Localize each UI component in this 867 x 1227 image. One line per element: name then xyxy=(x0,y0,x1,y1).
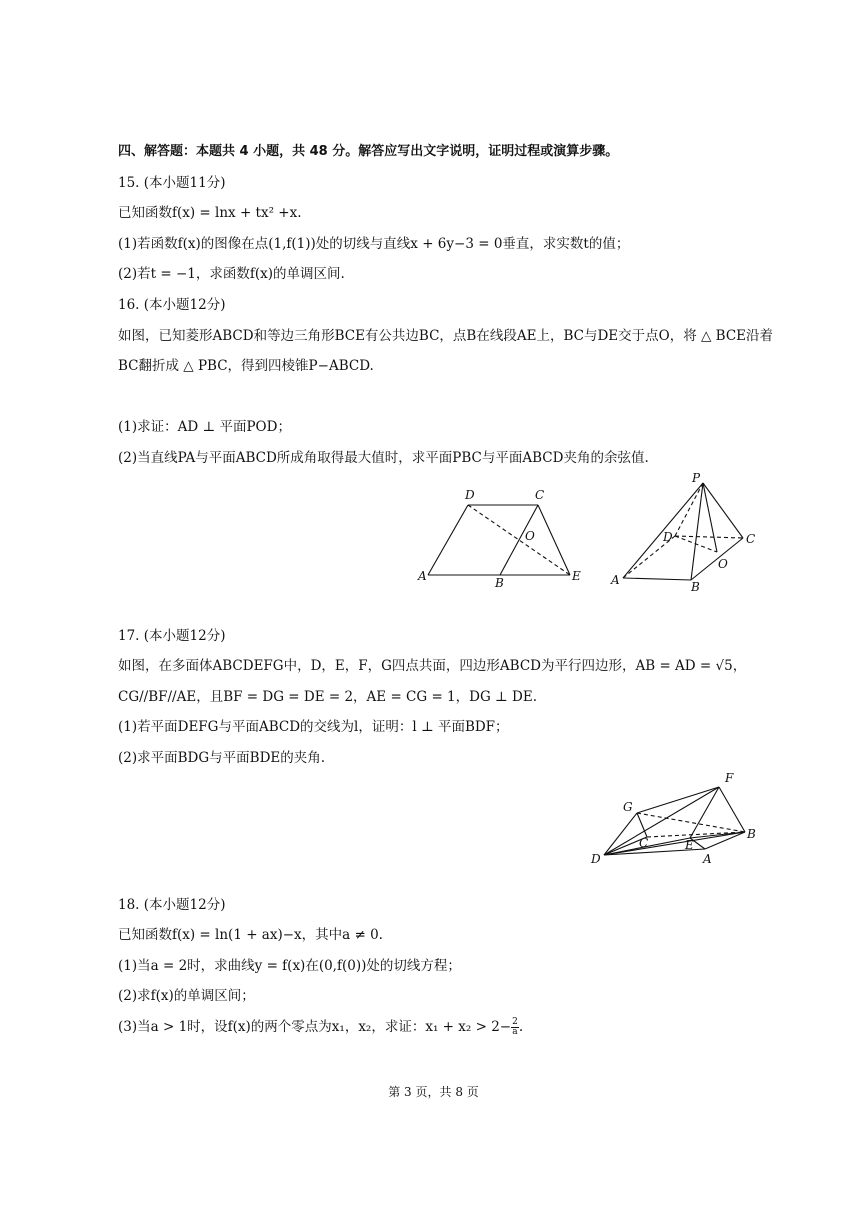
q17-fig-label-d: D xyxy=(591,852,601,866)
q15-part1: (1)若函数f(x)的图像在点(1,f(1))处的切线与直线x + 6y−3 = 0垂直，求实数t的值； xyxy=(118,236,630,252)
q16-fig2-label-c: C xyxy=(746,532,756,546)
q16-fig1-label-o: O xyxy=(525,529,535,543)
q16-figure-pyramid xyxy=(605,470,765,595)
q18-part3 xyxy=(118,1018,523,1037)
q17-fig-label-g: G xyxy=(623,800,633,814)
q16-part2: (2)当直线PA与平面ABCD所成角取得最大值时，求平面PBC与平面ABCD夹角的余弦值. xyxy=(118,450,649,466)
q17-figure-polyhedron xyxy=(585,765,765,875)
q16-intro-2: BC翻折成 △ PBC，得到四棱锥P−ABCD. xyxy=(118,358,374,374)
q18-frac-num: 2 xyxy=(512,1017,518,1027)
q16-fig1-label-d: D xyxy=(465,488,475,502)
q18-part3-text: (3)当a > 1时，设f(x)的两个零点为x₁，x₂，求证：x₁ + x₂ > 2− xyxy=(118,1019,512,1035)
q16-fig2-label-a: A xyxy=(611,573,620,587)
q16-fig2-label-o: O xyxy=(718,557,728,571)
q18-part3-end: . xyxy=(518,1019,524,1035)
q17-intro-2: CG//BF//AE，且BF = DG = DE = 2，AE = CG = 1，DG ⊥ DE. xyxy=(118,689,537,705)
q16-head: 16. (本小题12分) xyxy=(118,297,226,313)
q16-fig1-label-e: E xyxy=(572,569,581,583)
q18-head: 18. (本小题12分) xyxy=(118,897,226,913)
q17-fig-label-a: A xyxy=(703,852,712,866)
q16-fig2-label-d: D xyxy=(663,530,673,544)
q18-part2: (2)求f(x)的单调区间； xyxy=(118,988,255,1004)
q17-head: 17. (本小题12分) xyxy=(118,628,226,644)
q16-fig1-label-c: C xyxy=(535,488,545,502)
q17-fig-label-c: C xyxy=(639,836,649,850)
q18-frac-den: a xyxy=(512,1027,518,1037)
q17-intro-1: 如图，在多面体ABCDEFG中，D，E，F，G四点共面，四边形ABCD为平行四边形，AB = AD = √5， xyxy=(118,658,747,674)
page-footer: 第 3 页，共 8 页 xyxy=(388,1085,479,1099)
q16-fig1-label-a: A xyxy=(418,569,427,583)
q15-part2: (2)若t = −1，求函数f(x)的单调区间. xyxy=(118,266,345,282)
q17-fig-label-e: E xyxy=(685,838,694,852)
q16-intro-1: 如图，已知菱形ABCD和等边三角形BCE有公共边BC，点B在线段AE上，BC与DE交于点O，将 △ BCE沿着 xyxy=(118,328,774,344)
section-title: 四、解答题：本题共 4 小题，共 48 分。解答应写出文字说明，证明过程或演算步骤。 xyxy=(118,144,619,159)
q16-fig1-label-b: B xyxy=(495,576,504,590)
q17-fig-label-f: F xyxy=(725,771,734,785)
q15-intro: 已知函数f(x) = lnx + tx² +x. xyxy=(118,205,302,221)
q17-part1: (1)若平面DEFG与平面ABCD的交线为l，证明：l ⊥ 平面BDF； xyxy=(118,719,509,735)
q16-part1: (1)求证：AD ⊥ 平面POD； xyxy=(118,419,291,435)
q18-intro: 已知函数f(x) = ln(1 + ax)−x，其中a ≠ 0. xyxy=(118,927,383,943)
q16-figure-flat xyxy=(410,484,590,594)
q16-fig2-label-p: P xyxy=(692,471,701,485)
q17-part2: (2)求平面BDG与平面BDE的夹角. xyxy=(118,750,326,766)
q15-head: 15. (本小题11分) xyxy=(118,175,226,191)
q18-fraction xyxy=(511,1018,519,1037)
q16-fig2-label-b: B xyxy=(691,580,700,594)
q17-fig-label-b: B xyxy=(747,827,756,841)
q18-part1: (1)当a = 2时，求曲线y = f(x)在(0,f(0))处的切线方程； xyxy=(118,958,461,974)
